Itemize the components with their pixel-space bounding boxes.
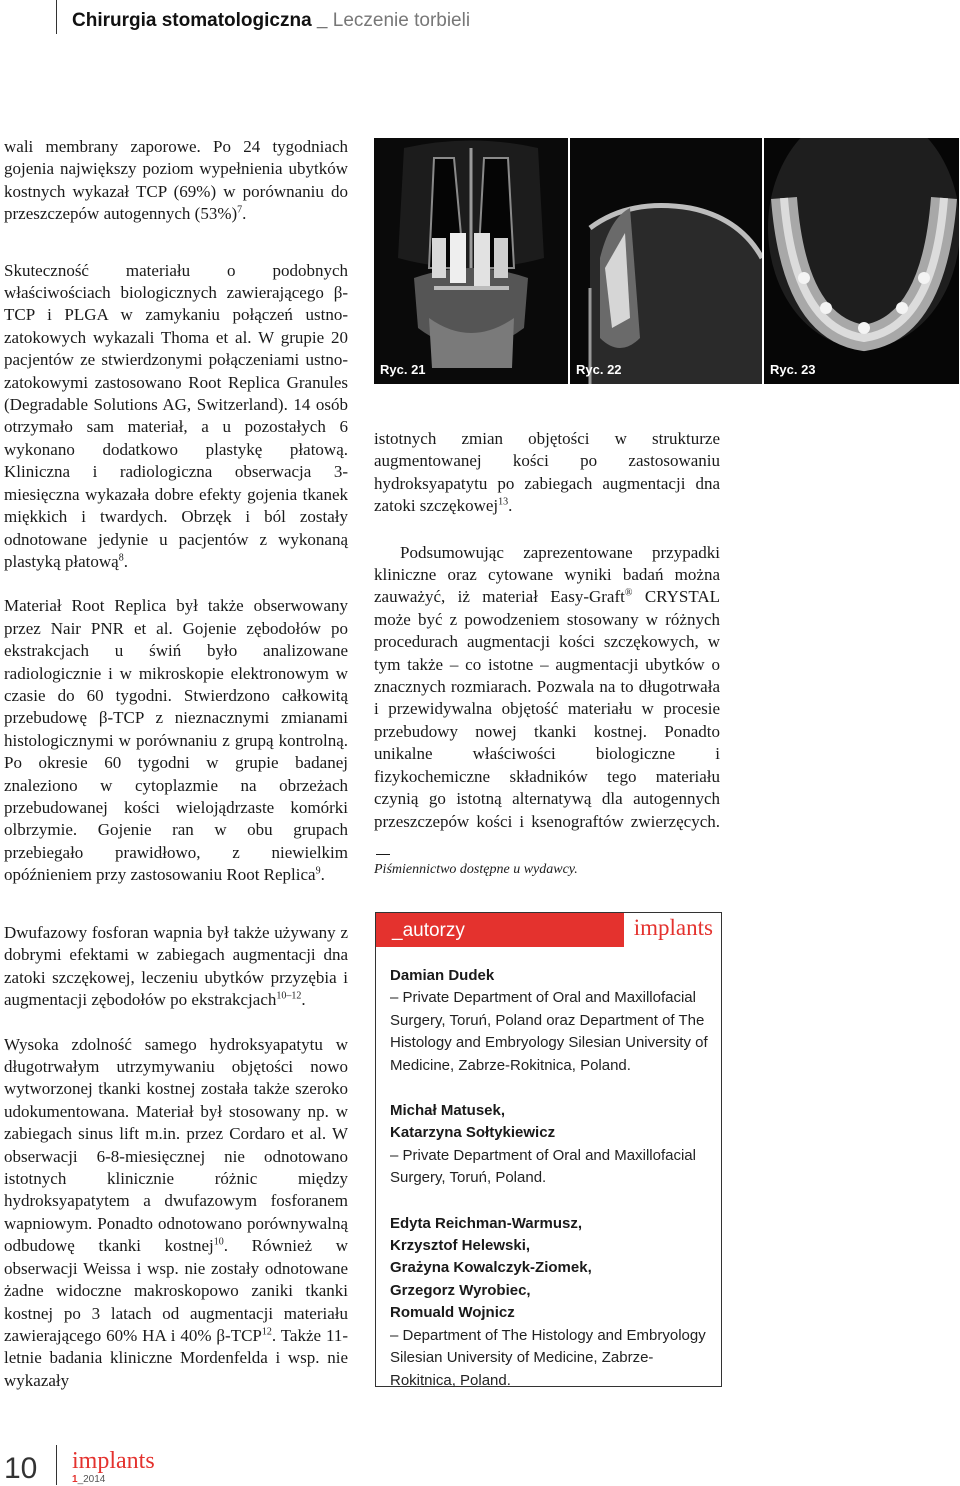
end-mark (376, 854, 390, 855)
running-header (72, 10, 470, 32)
authors-box (375, 912, 722, 1387)
topic-title: Leczenie torbieli (332, 10, 471, 31)
authors-tab: _autorzy (376, 913, 624, 947)
authors-header (376, 913, 721, 947)
footer-brand: implants (72, 1448, 155, 1474)
paragraph: Materiał Root Replica był także obserwowany przez Nair PNR et al. Gojenie zębodołów po ekstrakcjach u świń było analizowane radiologicznie i w mikroskopie elektronowym w czasie do 60 tygodni. Stwierdzono całkowitą przebudowę β-TCP z nieznacznymi zmianami histologicznymi w porównaniu z grupą kontrolną. Po okresie 60 tygodni w grupie badanej znaleziono w cytoplazmie na obrzeżach przebudowanej kości wielojądrzaste komórki olbrzymie. Gojenie ran w obu grupach przebiegało prawidłowo, z niewielkim opóźnieniem przy zastosowaniu Root Replica$^9$. (4, 596, 348, 885)
figure-ryc-23 (764, 138, 959, 384)
figure-ryc-22 (570, 138, 762, 384)
author-group (390, 1213, 711, 1392)
author-group (390, 965, 711, 1077)
author-name: Romuald Wojnicz (390, 1304, 515, 1322)
author-affiliation: – Private Department of Oral and Maxillofacial Surgery, Toruń, Poland oraz Department of The Histology and Embryology Silesian University of Medicine, Zabrze-Rokitnica, Poland. (390, 989, 708, 1074)
issue-number: 1_2014 (72, 1474, 106, 1485)
citation: 9 (315, 865, 321, 877)
right-column (374, 428, 720, 882)
figure-label: Ryc. 23 (770, 362, 816, 377)
author-name: Katarzyna Sołtykiewicz (390, 1124, 556, 1142)
section-title: Chirurgia stomatologiczna (72, 10, 312, 31)
ct-axial-image (764, 138, 959, 384)
author-name: Grzegorz Wyrobiec, (390, 1281, 531, 1299)
header-separator: _ (311, 10, 333, 31)
citation: 7 (237, 204, 243, 216)
figure-label: Ryc. 21 (380, 362, 426, 377)
ct-sagittal-image (570, 138, 762, 384)
author-name: Grażyna Kowalczyk-Ziomek, (390, 1259, 592, 1277)
figure-strip (374, 138, 959, 384)
author-name: Damian Dudek (390, 967, 495, 984)
page-number: 10 (4, 1452, 38, 1485)
paragraph: wali membrany zaporowe. Po 24 tygodniach gojenia największy poziom wypełnienia ubytków kostnych wykazał TCP (69%) w porównaniu do przeszczepów autogennych $(53\%)^7$. (4, 137, 348, 224)
authors-brand: implants (633, 915, 713, 940)
paragraph: istotnych zmian objętości w strukturze augmentowanej kości po zastosowaniu hydroksyapatytu po zabiegach augmentacji dna zatoki szczękowej$^{13}$. (374, 429, 720, 516)
left-column-upper (4, 136, 348, 887)
citation: 10–12 (276, 990, 302, 1002)
citation: 10 (213, 1236, 224, 1248)
author-group (390, 1100, 711, 1190)
author-name: Michał Matusek, (390, 1102, 506, 1120)
figure-ryc-21 (374, 138, 568, 384)
ct-coronal-image (374, 138, 568, 384)
citation: 12 (261, 1326, 272, 1338)
paragraph: Podsumowując zaprezentowane przypadki kliniczne oraz cytowane wyniki badań można zauważyć, iż materiał Easy-Graft® CRYSTAL może być z powodzeniem stosowany w różnych procedurach augmentacji kości szczękowych, w tym także – co istotne – augmentacji ubytków o znacznych rozmiarach. Pozwala na to długotrwała i przewidywalna objętość materiału w procesie przebudowy nowej tkanki kostnej. Ponadto unikalne właściwości biologiczne i fizykochemiczne składników tego materiału czynią go istotną alternatywą dla autogennych przeszczepów kości i ksenograftów zwierzęcych. (374, 542, 720, 856)
paragraph: Wysoka zdolność samego hydroksyapatytu w długotrwałym utrzymywaniu objętości nowo wytworzonej tkanki kostnej została także szeroko udokumentowana. Materiał był stosowany np. w zabiegach sinus lift m.in. przez Cordaro et al. W obserwacji 6-8-miesięcznej nie odnotowano istotnych klinicznie różnic między hydroksyapatytem a dwufazowym fosforanem wapniowym. Ponadto odnotowano porównywalną odbudowę tkanki kostnej$^{10}$. Również w obserwacji Weissa i wsp. nie zostały odnotowane żadne widoczne makroskopowo zaniki tkanki kostnej po 3 latach od augmentacji materiału zawierającego 60% HA i 40% β-TCP$^{12}$. Także 11-letnie badania kliniczne Mordenfelda i wsp. nie wykazały (4, 1034, 348, 1390)
left-column-lower (4, 922, 348, 1392)
author-affiliation: – Private Department of Oral and Maxillofacial Surgery, Toruń, Poland. (390, 1146, 696, 1187)
paragraph: Dwufazowy fosforan wapnia był także używany z dobrymi efektami w zabiegach augmentacji dna zatoki szczękowej, leczeniu ubytków przyzębia i augmentacji zębodołów po ekstrakcjach$^{10-12}$. (4, 923, 348, 1010)
paragraph: Skuteczność materiału o podobnych właściwościach biologicznych zawierającego β-TCP i PLGA w zamykaniu połączeń ustno-zatokowych wykazali Thoma et al. W grupie 20 pacjentów ze stwierdzonymi połączeniami ustno-zatokowymi zastosowano Root Replica Granules (Degradable Solutions AG, Switzerland). 14 osób otrzymało sam materiał, a u pozostałych 6 wykonano dodatkowo plastykę płatową. Kliniczna i radiologiczna obserwacja 3-miesięczna wykazała dobre efekty gojenia tkanek miękkich i twardych. Obrzęk i ból zostały odnotowane jedynie u pacjentów z wykonaną plastyką płatową$^8$. (4, 260, 348, 571)
header-rule (56, 0, 57, 34)
footer-rule (56, 1445, 57, 1485)
citation: 13 (498, 496, 509, 508)
author-name: Krzysztof Helewski, (390, 1237, 531, 1255)
author-name: Edyta Reichman-Warmusz, (390, 1214, 582, 1232)
authors-list (390, 965, 711, 1392)
author-affiliation: – Department of The Histology and Embryology Silesian University of Medicine, Zabrze-Rokitnica, Poland. (390, 1326, 706, 1389)
citation: 8 (118, 552, 124, 564)
references-note: Piśmiennictwo dostępne u wydawcy. (374, 862, 578, 878)
figure-label: Ryc. 22 (576, 362, 622, 377)
registered-mark: ® (624, 587, 633, 599)
